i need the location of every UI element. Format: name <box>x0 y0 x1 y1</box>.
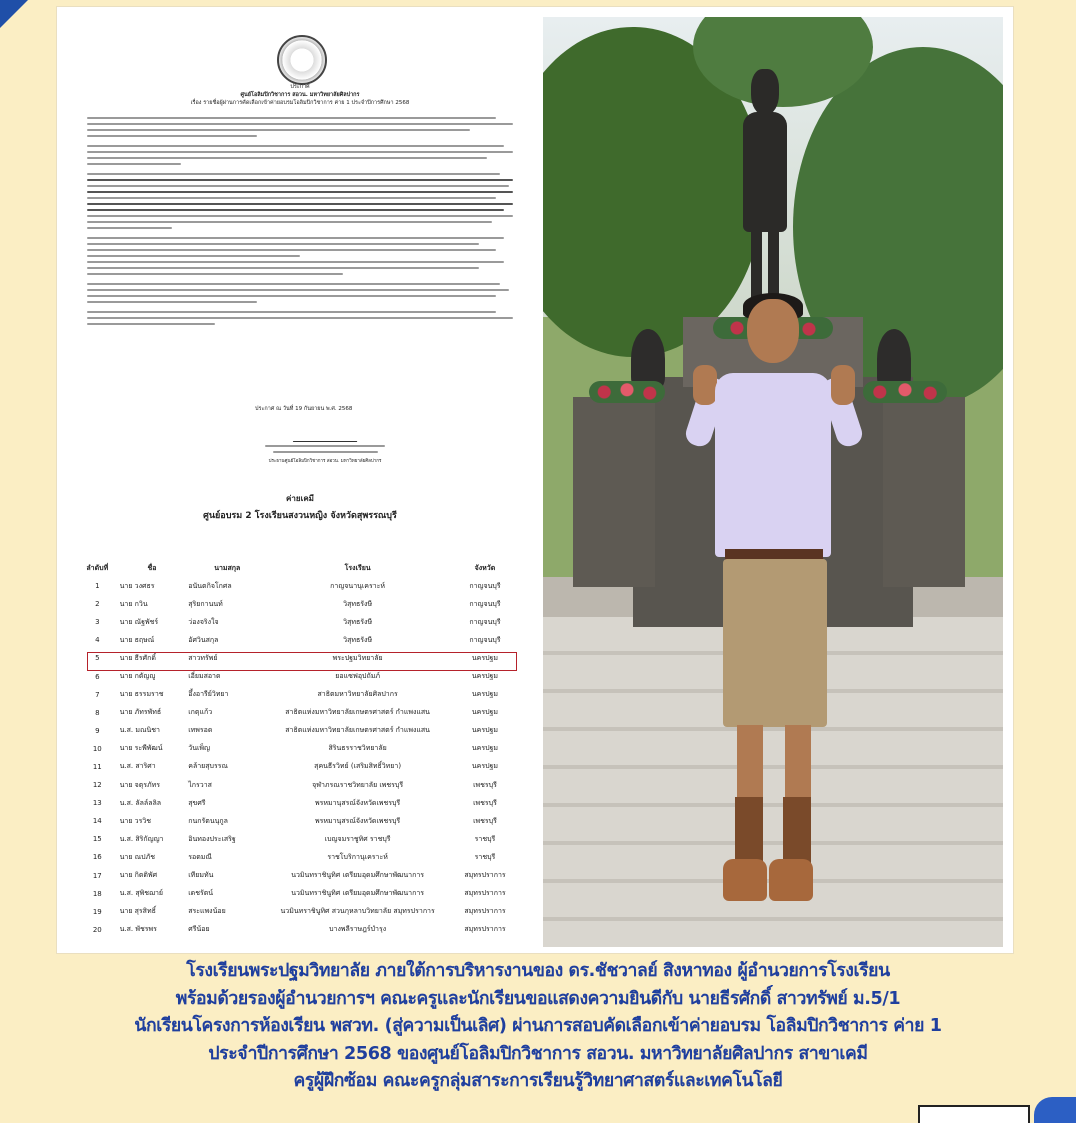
table-row <box>77 830 523 848</box>
table-cell: ไกรวาส <box>188 780 212 789</box>
table-cell: 19 <box>92 907 102 916</box>
table-row <box>77 595 523 613</box>
table-cell: สุคนธีรวิทย์ (เสริมสิทธิ์วิทยา) <box>314 762 402 771</box>
table-cell: สาธิตมหาวิทยาลัยศิลปากร <box>317 690 398 699</box>
table-cell: 16 <box>92 853 102 862</box>
table-cell: 6 <box>95 672 100 681</box>
table-cell: 13 <box>92 799 102 808</box>
table-cell: 15 <box>92 835 102 844</box>
col-header: ลำดับที่ <box>86 563 109 572</box>
table-cell: เพชรบุรี <box>473 798 497 807</box>
table-row <box>77 704 523 722</box>
table-cell: สมุทรปราการ <box>464 889 506 898</box>
table-row <box>77 776 523 794</box>
table-cell: สุริยกานนท์ <box>188 599 223 608</box>
table-cell: สิรินธรราชวิทยาลัย <box>328 744 387 753</box>
table-row <box>77 631 523 649</box>
camp-title: ค่ายเคมี <box>286 494 314 503</box>
table-cell: อินทองประเสริฐ <box>188 834 236 843</box>
table-cell: นวมินทราชินูทิศ สวนกุหลาบวิทยาลัย สมุทรปราการ <box>280 907 435 916</box>
table-cell: สระแพงน้อย <box>188 907 226 916</box>
table-row <box>77 867 523 885</box>
table-cell: นาย ธฤษณ์ <box>119 635 155 644</box>
table-cell: นาย วงศธร <box>119 581 155 590</box>
table-cell: สุขศรี <box>188 798 206 807</box>
table-row <box>77 577 523 595</box>
table-cell: นาย ภัทรพัทธ์ <box>119 708 162 717</box>
table-cell: น.ส. สุพิชฌาย์ <box>119 889 163 898</box>
table-cell: น.ส. มณนิชา <box>119 726 160 735</box>
table-cell: พระปฐมวิทยาลัย <box>332 653 383 662</box>
table-cell: 20 <box>92 925 102 934</box>
caption-line: ประจำปีการศึกษา 2568 ของศูนย์โอลิมปิกวิชาการ สอวน. มหาวิทยาลัยศิลปากร สาขาเคมี <box>208 1043 868 1064</box>
table-row <box>77 921 523 939</box>
col-header: จังหวัด <box>474 563 496 572</box>
signatory-block <box>250 445 400 464</box>
table-cell: อัศวินสกุล <box>188 635 219 644</box>
table-cell: นวมินทราชินูทิศ เตรียมอุดมศึกษาพัฒนาการ <box>291 871 425 880</box>
table-cell: กาญจนบุรี <box>469 599 501 608</box>
table-cell: นครปฐม <box>471 690 499 699</box>
table-cell: 3 <box>95 618 100 627</box>
body-text-block <box>87 117 513 329</box>
table-cell: คล้ายสุบรรณ <box>188 762 228 771</box>
table-row <box>77 758 523 776</box>
table-cell: เอี่ยมสอาด <box>188 672 221 681</box>
table-cell: เบญจมราชูทิศ ราชบุรี <box>324 834 391 843</box>
table-cell: กาญจนบุรี <box>469 635 501 644</box>
caption-line: นักเรียนโครงการห้องเรียน พสวท. (สู่ความเป็นเลิศ) ผ่านการสอบคัดเลือกเข้าค่ายอบรม โอลิมปิกวิชาการ ค่าย 1 <box>134 1016 942 1036</box>
table-row <box>77 903 523 921</box>
table-row <box>77 885 523 903</box>
table-cell: นวมินทราชินูทิศ เตรียมอุดมศึกษาพัฒนาการ <box>291 889 425 898</box>
table-row <box>77 686 523 704</box>
table-cell: นาย จตุรภัทร <box>119 780 161 789</box>
statue <box>751 69 779 115</box>
table-cell: วิสุทธรังษี <box>343 635 373 644</box>
document-subject: เรื่อง รายชื่อผู้ผ่านการคัดเลือกเข้าค่ายอบรมโอลิมปิกวิชาการ ค่าย 1 ประจำปีการศึกษา 2568 <box>190 100 410 106</box>
table-cell: สมุทรปราการ <box>464 871 506 880</box>
table-cell: เกตุแก้ว <box>188 708 213 717</box>
table-cell: 18 <box>92 889 102 898</box>
student-figure <box>747 299 799 363</box>
table-cell: ราชบุรี <box>474 834 496 843</box>
col-header: ชื่อ <box>147 563 157 572</box>
table-cell: นาย สุรสิทธิ์ <box>119 907 156 916</box>
table-cell: วิสุทธรังษี <box>343 599 373 608</box>
table-cell: นครปฐม <box>471 672 499 681</box>
table-cell: ราชบุรี <box>474 852 496 861</box>
table-row <box>77 848 523 866</box>
table-cell: ราชโบริกานุเคราะห์ <box>327 852 388 861</box>
caption-line: พร้อมด้วยรองผู้อำนวยการฯ คณะครูและนักเรียนขอแสดงความยินดีกับ นายธีรศักดิ์ สาวทรัพย์ ม.5/1 <box>175 988 901 1009</box>
organization-name: ศูนย์โอลิมปิกวิชาการ สอวน. มหาวิทยาลัยศิลปากร <box>240 92 360 98</box>
corner-decoration <box>0 0 28 28</box>
table-row <box>77 812 523 830</box>
table-cell: 8 <box>95 708 100 717</box>
table-cell: นาย ณัฐพัชร์ <box>119 617 159 626</box>
table-cell: วิสุทธรังษี <box>343 617 373 626</box>
table-cell: นาย ธีรศักดิ์ <box>119 653 156 662</box>
table-row <box>77 613 523 631</box>
table-cell: 9 <box>95 726 100 735</box>
table-cell: น.ส. ลัลล์ลลิล <box>119 798 162 807</box>
table-cell: สมุทรปราการ <box>464 907 506 916</box>
table-cell: ว่องจริงใจ <box>188 617 219 626</box>
student-photo <box>543 17 1003 947</box>
table-cell: สาธิตแห่งมหาวิทยาลัยเกษตรศาสตร์ กำแพงแสน <box>285 708 430 717</box>
table-cell: กาญจนบุรี <box>469 617 501 626</box>
table-header-row <box>77 559 523 577</box>
table-cell: รอดมณี <box>188 852 212 861</box>
highlighted-row-box <box>87 652 517 671</box>
table-cell: นาย วรวิช <box>119 816 152 825</box>
table-row <box>77 722 523 740</box>
table-cell: พรหมานุสรณ์จังหวัดเพชรบุรี <box>315 816 401 825</box>
date-line: ประกาศ ณ วันที่ 19 กันยายน พ.ศ. 2568 <box>255 406 353 412</box>
table-cell: สาธิตแห่งมหาวิทยาลัยเกษตรศาสตร์ กำแพงแสน <box>285 726 430 735</box>
table-cell: 11 <box>92 762 102 771</box>
col-header: โรงเรียน <box>344 563 371 572</box>
table-cell: 7 <box>95 690 100 699</box>
table-cell: กนกรัตนนุกูล <box>188 816 228 825</box>
table-cell: บางพลีราษฎร์บำรุง <box>329 925 387 934</box>
table-cell: 14 <box>92 817 102 826</box>
table-cell: เทพรอด <box>188 726 213 735</box>
table-cell: นครปฐม <box>471 708 499 717</box>
table-cell: จุฬาภรณราชวิทยาลัย เพชรบุรี <box>312 780 404 789</box>
poster-frame <box>56 6 1014 954</box>
table-cell: อนันตกิจโกศล <box>188 581 232 590</box>
center-title: ศูนย์อบรม 2 โรงเรียนสงวนหญิง จังหวัดสุพรรณบุรี <box>203 511 397 521</box>
table-cell: สาวทรัพย์ <box>188 653 218 662</box>
table-cell: ยอแซฟอุปถัมภ์ <box>335 672 380 681</box>
announcement-document <box>65 17 535 947</box>
announce-label: ประกาศ <box>290 84 310 90</box>
table-cell: 4 <box>95 636 100 645</box>
table-cell: 10 <box>92 744 102 753</box>
participant-table <box>77 559 523 939</box>
table-cell: 17 <box>92 871 102 880</box>
table-cell: นครปฐม <box>471 762 499 771</box>
table-cell: 2 <box>95 600 100 609</box>
document-header <box>75 83 525 107</box>
qr-code-icon <box>918 1105 1030 1123</box>
table-row <box>77 794 523 812</box>
table-cell: เทียมทัน <box>188 871 214 880</box>
table-cell: น.ส. พัชรพร <box>119 925 157 934</box>
table-cell: น.ส. สาริศา <box>119 762 156 771</box>
signatory-title: ประธานศูนย์โอลิมปิกวิชาการ สอวน. มหาวิทยาลัยศิลปากร <box>268 459 382 464</box>
garuda-seal-icon <box>277 35 327 85</box>
table-cell: ศรีน้อย <box>188 925 210 934</box>
congratulation-caption <box>0 958 1076 1096</box>
table-cell: 1 <box>95 582 100 591</box>
table-row <box>77 740 523 758</box>
table-cell: นาย กิตติพัศ <box>119 871 158 880</box>
table-cell: นาย ณปภัช <box>119 852 155 861</box>
table-cell: นครปฐม <box>471 744 499 753</box>
table-cell: พรหมานุสรณ์จังหวัดเพชรบุรี <box>315 798 401 807</box>
table-cell: นาย ระพีพัฒน์ <box>119 744 163 753</box>
table-cell: นครปฐม <box>471 653 499 662</box>
table-cell: กาญจนบุรี <box>469 581 501 590</box>
table-cell: 12 <box>92 781 102 790</box>
table-cell: นครปฐม <box>471 726 499 735</box>
table-cell: กาญจนานุเคราะห์ <box>330 581 386 590</box>
table-cell: เดชรัตน์ <box>188 889 214 898</box>
table-cell: นาย ธรรมราช <box>119 690 164 699</box>
table-cell: น.ส. สิริกัญญา <box>119 834 164 843</box>
table-cell: อึ้งอารีย์วิทยา <box>188 690 229 699</box>
table-cell: เพชรบุรี <box>473 780 497 789</box>
caption-line: ครูผู้ฝึกซ้อม คณะครูกลุ่มสาระการเรียนรู้วิทยาศาสตร์และเทคโนโลยี <box>293 1071 783 1091</box>
signature <box>293 429 361 442</box>
caption-line: โรงเรียนพระปฐมวิทยาลัย ภายใต้การบริหารงานของ ดร.ชัชวาลย์ สิงหาทอง ผู้อำนวยการโรงเรียน <box>186 961 890 981</box>
table-cell: วันเพ็ญ <box>188 744 210 753</box>
table-cell: สมุทรปราการ <box>464 925 506 934</box>
table-cell: 5 <box>95 654 100 663</box>
corner-decoration <box>1034 1097 1076 1123</box>
table-cell: เพชรบุรี <box>473 816 497 825</box>
col-header: นามสกุล <box>214 563 241 572</box>
table-cell: นาย กวิน <box>119 599 148 608</box>
table-cell: นาย กตัญญู <box>119 672 156 681</box>
